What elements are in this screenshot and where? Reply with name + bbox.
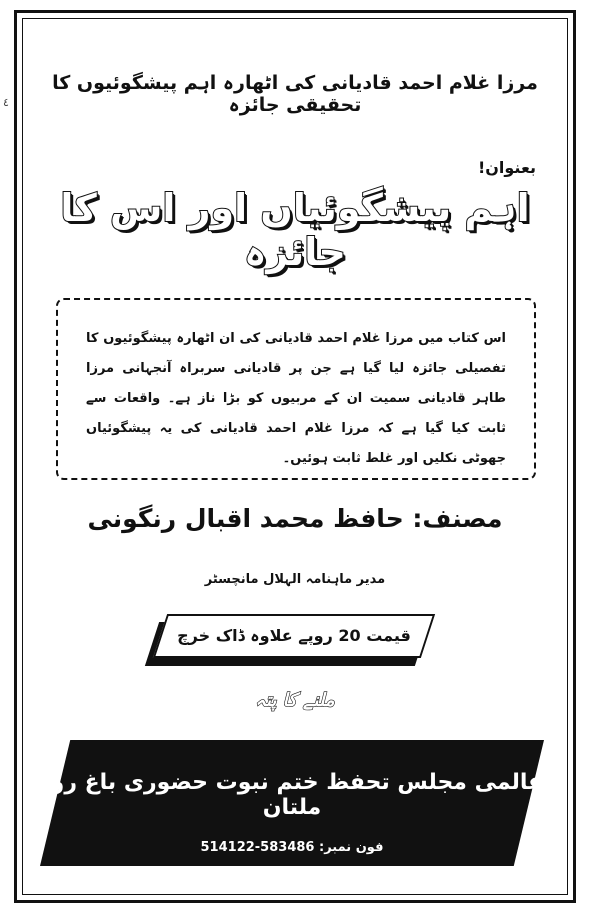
price-panel [146, 612, 436, 670]
phone-line [40, 840, 544, 855]
phone-label: فون نمبر: [319, 840, 384, 855]
author-line: مصنف: حافظ محمد اقبال رنگونی [87, 504, 503, 533]
phone-number: 514122-583486 [200, 840, 315, 855]
publisher-name: عالمی مجلس تحفظ ختم نبوت حضوری باغ روڈ ملتان [40, 770, 544, 820]
main-title: اہم پیشگوئیاں اور اس کا جائزہ [60, 186, 530, 274]
subject-label: بعنوان! [477, 158, 536, 177]
price-text: قیمت 20 روپے علاوہ ڈاک خرچ [177, 626, 411, 645]
side-mark: ٤ [3, 96, 9, 109]
description-text: اس کتاب میں مرزا غلام احمد قادیانی کی ان اٹھارہ پیشگوئیوں کا تفصیلی جائزہ لیا گیا ہے جن پر قادیانی سربراہ آنجہانی مرزا طاہر قادیانی سمیت ان کے مربیوں کو بڑا ناز ہے۔ واقعات سے ثابت کیا گیا ہے کہ مرزا غلام احمد قادیانی کی یہ پیشگوئیاں جھوٹی نکلیں اور غلط ثابت ہوئیں۔ [86, 331, 506, 466]
top-title: مرزا غلام احمد قادیانی کی اٹھارہ اہم پیشگوئیوں کا تحقیقی جائزہ [52, 72, 538, 116]
author-role: مدیر ماہنامہ الہلال مانچسٹر [204, 572, 386, 587]
where-to-get-label: ملنے کا پتہ [255, 690, 335, 711]
description-box [56, 298, 536, 480]
